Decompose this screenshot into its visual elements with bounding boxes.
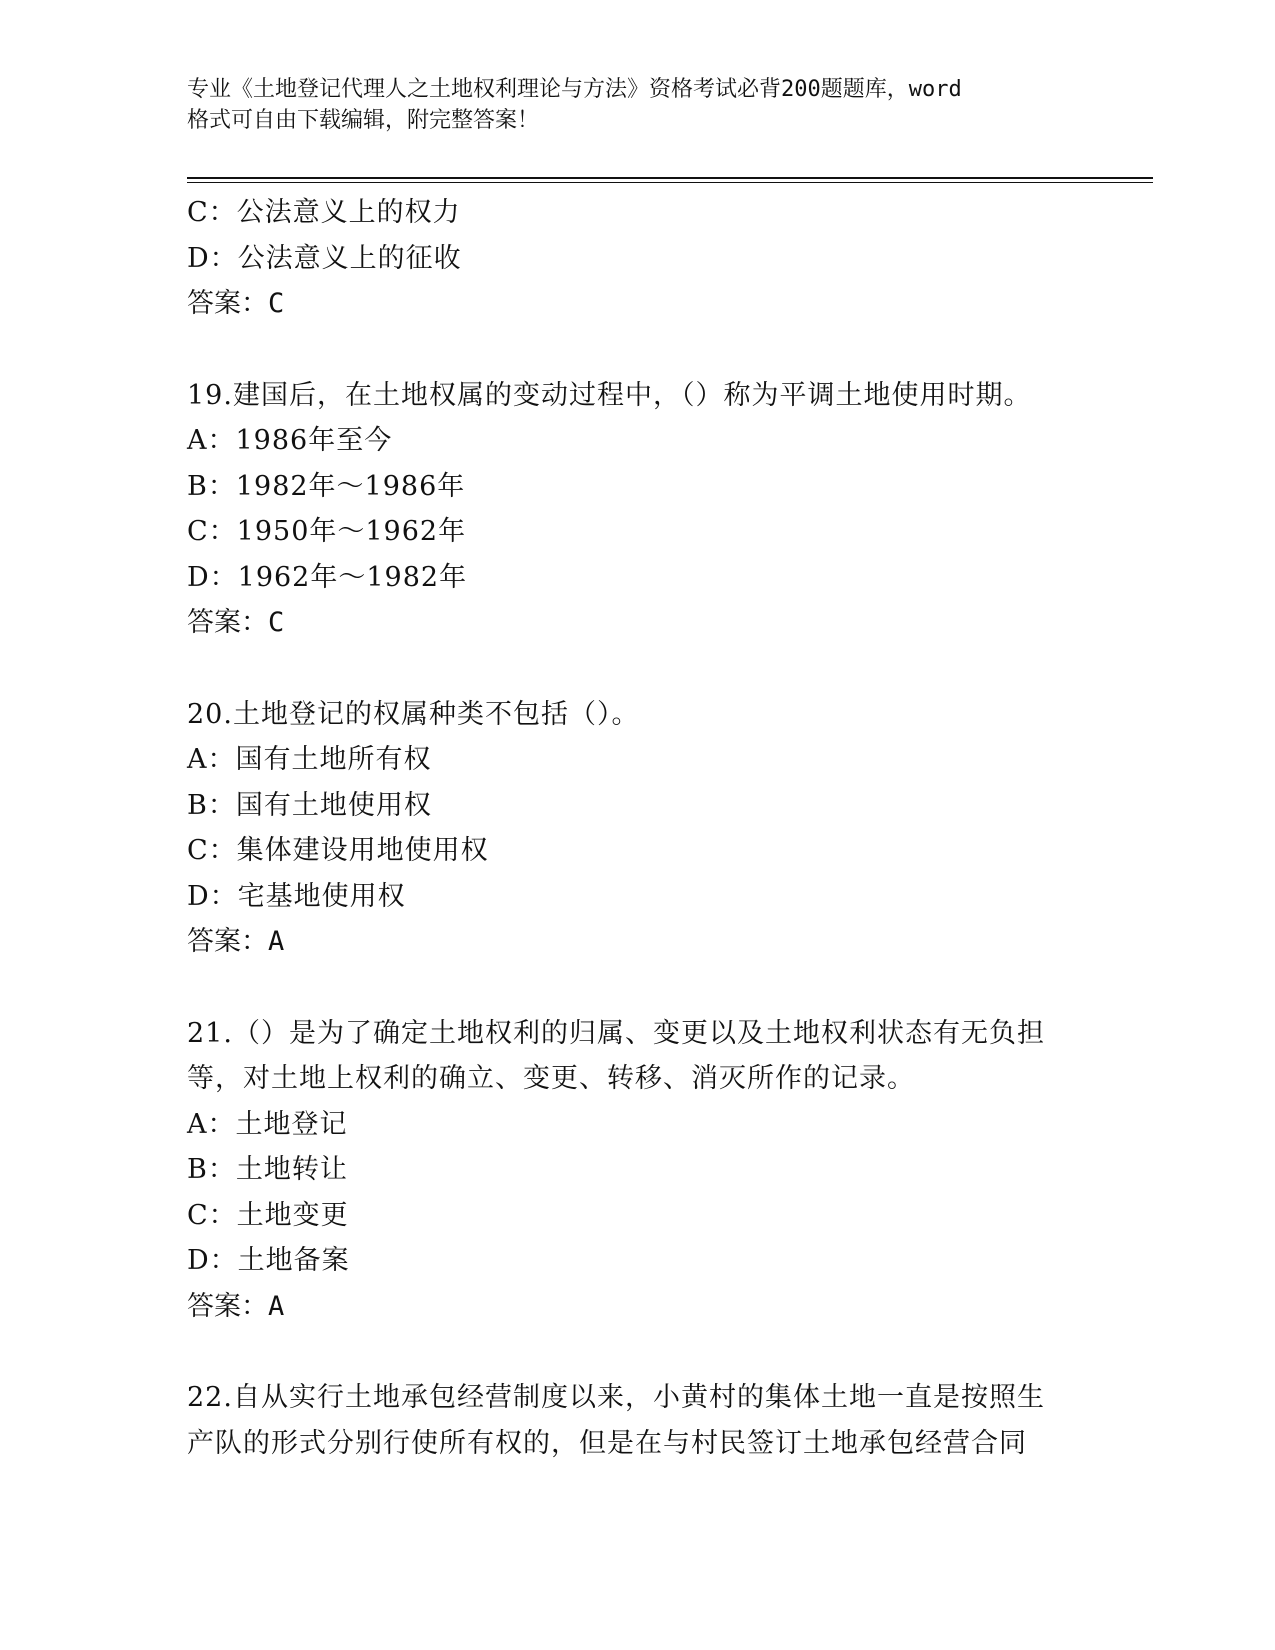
question-stem: 20.土地登记的权属种类不包括（）。 (187, 698, 640, 730)
spacer (187, 646, 1087, 692)
option-a: A：土地登记 (187, 1108, 348, 1140)
question-21 (187, 1011, 1087, 1330)
spacer (187, 965, 1087, 1011)
answer: 答案：C (187, 288, 285, 319)
option-c: C：公法意义上的权力 (187, 197, 461, 228)
question-stem: 19.建国后，在土地权属的变动过程中，（）称为平调土地使用时期。 (187, 379, 1032, 411)
question-22 (187, 1375, 1087, 1466)
option-d: D：公法意义上的征收 (187, 242, 462, 274)
question-stem-line-1: 21.（）是为了确定土地权利的归属、变更以及土地权利状态有无负担 (187, 1017, 1045, 1049)
question-list (187, 190, 1087, 1466)
header-rule-thick (187, 177, 1153, 179)
question-stem-line-2: 等，对土地上权利的确立、变更、转移、消灭所作的记录。 (187, 1063, 915, 1094)
option-b: B：1982年～1986年 (187, 470, 466, 502)
option-c: C：1950年～1962年 (187, 516, 467, 547)
spacer (187, 327, 1087, 373)
option-d: D：宅基地使用权 (187, 880, 406, 912)
question-20 (187, 692, 1087, 965)
option-d: D：土地备案 (187, 1245, 350, 1276)
option-d: D：1962年～1982年 (187, 561, 468, 593)
spacer (187, 1329, 1087, 1375)
option-b: B：国有土地使用权 (187, 789, 432, 821)
answer: 答案：A (187, 1290, 285, 1322)
option-c: C：集体建设用地使用权 (187, 835, 489, 866)
option-b: B：土地转让 (187, 1154, 348, 1185)
question-stem-line-2: 产队的形式分别行使所有权的，但是在与村民签订土地承包经营合同 (187, 1427, 1027, 1459)
option-a: A：国有土地所有权 (187, 744, 432, 775)
option-c: C：土地变更 (187, 1199, 349, 1231)
option-a: A：1986年至今 (187, 425, 393, 456)
question-18-tail (187, 190, 1087, 327)
header-title-line-2: 格式可自由下载编辑，附完整答案！ (187, 108, 540, 133)
question-19 (187, 373, 1087, 646)
header-title-line-1: 专业《土地登记代理人之土地权利理论与方法》资格考试必背200题题库，word (187, 77, 962, 102)
answer: 答案：A (187, 926, 285, 957)
document-header (187, 74, 1067, 136)
question-stem-line-1: 22.自从实行土地承包经营制度以来，小黄村的集体土地一直是按照生 (187, 1382, 1045, 1413)
header-rule-thin (187, 182, 1153, 183)
answer: 答案：C (187, 607, 285, 638)
